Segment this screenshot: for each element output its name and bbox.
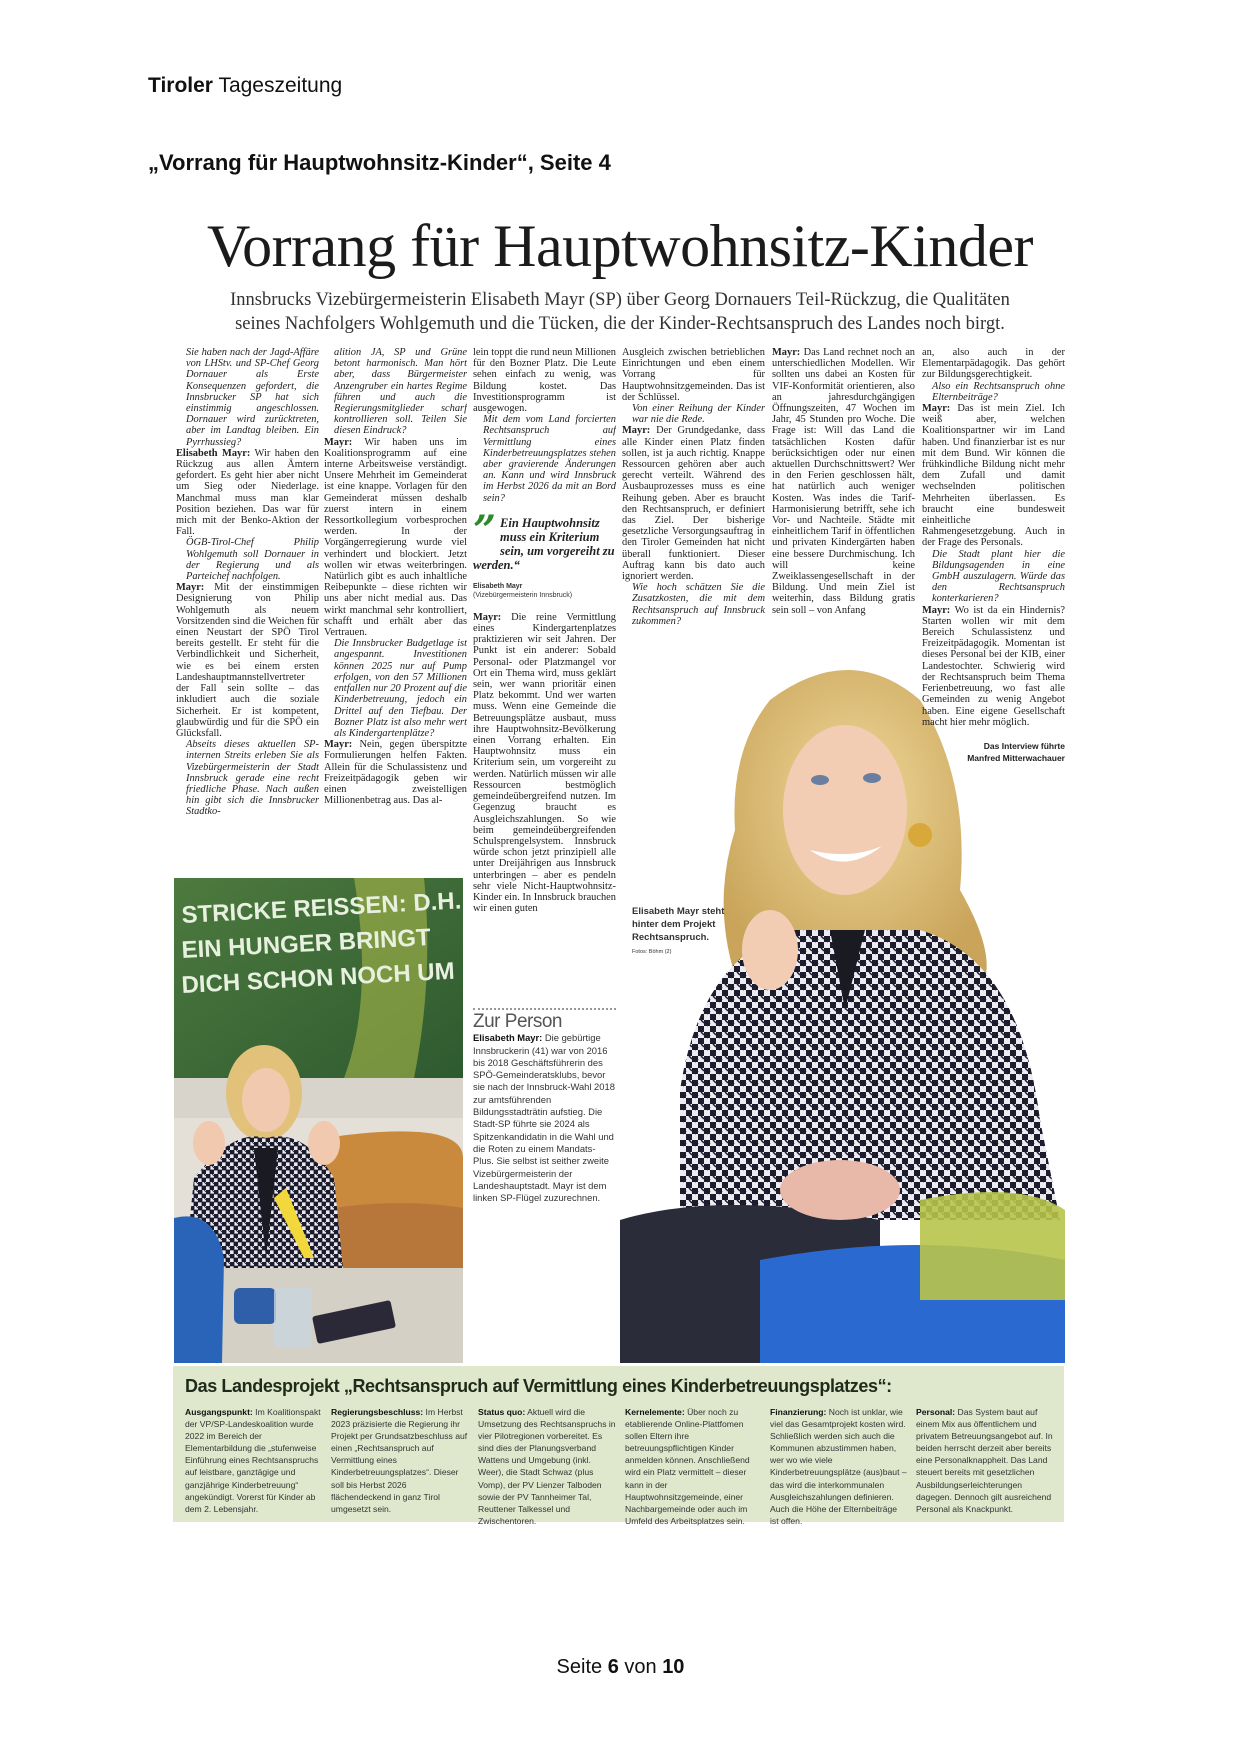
attribution-role: (Vizebürgermeisterin Innsbruck): [473, 591, 573, 599]
credit-line: Manfred Mitterwachauer: [967, 752, 1065, 763]
answer-continued: an, also auch in der Elementarpädagogik. Das gehört zur Bildungsgerechtigkeit.: [922, 347, 1065, 381]
pull-quote: [473, 506, 616, 572]
interview-question: Also ein Rechtsanspruch ohne Elternbeiträge?: [932, 380, 1065, 403]
interview-question: Von einer Reihung der Kinder war nie die Rede.: [632, 403, 765, 426]
interview-question: Die Stadt plant hier die Bildungsagenden in eine GmbH auszulagern. Würde das den Rechtsanspruch konterkarieren?: [932, 548, 1065, 605]
answer-text: Das ist mein Ziel. Ich weiß aber, welchen Koalitionspartner wir im Land haben. Und finanzierbar ist es nur mit dem Bund. Wir können die frühkindliche Bildung nicht mehr dem Zufall und damit wechselnden politischen Mehrheiten überlassen. Es braucht eine bundesweit einheitliche Rahmengesetzgebung. Auch in der Frage des Personals.: [922, 403, 1065, 549]
quote-mark-icon: ”: [473, 506, 497, 554]
zur-person-body: Die gebürtige Innsbruckerin (41) war von 2016 bis 2018 Geschäftsführerin des SPÖ-Gemeinderatsklubs, bevor sie nach der Innsbruck-Wahl 2018 zur amtsführenden Bildungsstadträtin aufstieg. Die Stadt-SP führte sie 2024 als Spitzenkandidatin in die Wahl und die Roten zu einem Mandats-Plus. Sie selbst ist seither zweite Vizebürgermeisterin der Landeshauptstadt. Mayr ist dem linken SP-Flügel zuzurechnen.: [473, 1032, 615, 1204]
attribution-name: Elisabeth Mayr: [473, 582, 523, 590]
publication-name-rest: Tageszeitung: [218, 74, 343, 97]
speaker-name: Mayr:: [622, 425, 651, 437]
answer-continued: lein toppt die rund neun Millionen für den Bozner Platz. Die Leute sehen einfach zu wenig, was Bildung kostet. Das Investitionsprogramm ist ausgewogen.: [473, 347, 616, 415]
info-box-column: [331, 1406, 469, 1515]
footer-page-total: 10: [662, 1656, 685, 1678]
answer-continued: Ausgleich zwischen betrieblichen Einrichtungen und eben einem Vorrang für Hauptwohnsitzgemeinden. Das ist der Schlüssel.: [622, 347, 765, 403]
interview-credit: [922, 740, 1065, 764]
footer-prefix: Seite: [556, 1656, 608, 1678]
answer-text: Mit der einstimmigen Designierung von Philip Wohlgemuth als neuem Vorsitzenden sind die Weichen für einen Neustart der SPÖ Tirol bereits gestellt. Er steht für die Verbindlichkeit und Sicherheit, wie es bei einem ersten Landeshauptmannstellvertreter der Fall sein sollte – das inkludiert auch die soziale Sicherheit. Er ist kompetent, glaubwürdig und für die SPÖ ein Glücksfall.: [176, 582, 319, 739]
article-column: [324, 347, 467, 877]
article-column: [473, 347, 616, 992]
info-box-text: Über noch zu etablierende Online-Plattfomen sollen Eltern ihre betreuungspflichtigen Kinder anmelden können. Anschließend wird ein Platz vermittelt – dieser kann in der Hauptwohnsitzgemeinde, einer Nachbargemeinde oder auch im Umfeld des Arbeitsplatzes sein.: [625, 1407, 750, 1526]
info-box-column: [185, 1406, 323, 1515]
interview-question: alition JA, SP und Grüne betont harmonisch. Man hört aber, dass Bürgermeister Anzengruber ein hartes Regime führen und auch die Regierungsmitglieder scharf kontrollieren soll. Teilen Sie diesen Eindruck?: [334, 347, 467, 437]
photo-interview-sofa: [174, 878, 463, 1363]
pull-quote-attribution: [473, 582, 616, 600]
interview-question: Die Innsbrucker Budgetlage ist angespannt. Investitionen können 2025 nur auf Pump erfolgen, von den 57 Millionen entfallen nur 20 Prozent auf die Kinderbetreuung, jedoch ein Drittel auf den Tiefbau. Der Bozner Platz ist also mehr wert als Kindergartenplätze?: [334, 638, 467, 739]
info-box-column: [916, 1406, 1054, 1515]
interview-answer: [176, 448, 319, 538]
article-headline: Vorrang für Hauptwohnsitz-Kinder: [206, 213, 1034, 279]
speaker-name: Mayr:: [176, 582, 205, 594]
interview-answer: [922, 605, 1065, 728]
publication-name: [148, 74, 342, 98]
article-column: [922, 347, 1065, 827]
speaker-name: Elisabeth Mayr:: [176, 447, 251, 459]
interview-answer: [324, 437, 467, 639]
photo-caption-text: Elisabeth Mayr steht hinter dem Projekt Rechtsanspruch.: [632, 906, 725, 943]
interview-question: Abseits dieses aktuellen SP-internen Streits erleben Sie als Vizebürgermeisterin der Stadt Innsbruck gerade eine recht friedliche Phase. Nach außen hin gibt sich die Innsbrucker Stadtko-: [186, 739, 319, 818]
footer-middle: von: [618, 1656, 663, 1678]
info-box-text: Im Herbst 2023 präzisierte die Regierung ihr Projekt per Grundsatzbeschluss auf einen „Rechtsanspruch auf Vermittlung eines Kinderbetreuungsplatzes“. Dieser soll bis Herbst 2026 flächendeckend in ganz Tirol umgesetzt sein.: [331, 1407, 468, 1514]
answer-text: Wir haben den Rückzug aus allen Ämtern gefordert. Es geht hier aber nicht um Sieg oder Niederlage. Manchmal muss man klar Position beziehen. Das war für mich mit der Benko-Aktion der Fall.: [176, 447, 319, 538]
answer-text: Wir haben uns im Koalitionsprogramm auf eine interne Arbeitsweise verständigt. Unsere Mehrheit im Gemeinderat ist eine knappe. Vorlagen für den Gemeinderat müssen deshalb zuerst intern in einem Ressortkollegium vorbesprochen werden. In der Vorgängerregierung wurde viel verhindert und blockiert. Jetzt wollen wir etwas weiterbringen. Natürlich gibt es auch inhaltliche Reibepunkte – diese richten wir uns aber nicht medial aus. Das wirkt manchmal sehr kontrolliert, schafft und erhält aber das Vertrauen.: [324, 436, 467, 639]
interview-question: Mit dem vom Land forcierten Rechtsanspruch auf Vermittlung eines Kinderbetreuungsplatzes stehen aber gravierende Änderungen an. Kann und wird Innsbruck im Herbst 2026 da mit an Bord sein?: [483, 414, 616, 504]
poster-text-line: STRICKE REISSEN: D.H.: [180, 887, 462, 929]
info-box-text: Im Koalitionspakt der VP/SP-Landeskoalition wurde 2022 im Bereich der Elementarbildung die „stufenweise Einführung eines Rechtsanspruchs auf leistbare, ganztägige und ganzjährige Kinderbetreuung“ angekündigt. Vorerst für Kinder ab dem 2. Lebensjahr.: [185, 1407, 321, 1514]
answer-text: Wo ist da ein Hindernis? Starten wollen wir mit dem Bereich Schulassistenz und Freizeitpädagogik. Momentan ist dieses Personal bei der KIB, einer Landestochter. Schwierig wird der Rechtsanspruch beim Thema Ferienbetreuung, wo fast alle Gemeinden zu wenig Angebot haben. Eine eigene Gesellschaft macht hier mehr möglich.: [922, 604, 1065, 728]
speaker-name: Mayr:: [324, 436, 353, 448]
answer-text: Das Land rechnet noch an unterschiedlichen Modellen. Wir sollten uns dabei an Kosten für VIF-Konformität orientieren, also an jahresdurchgängigen Öffnungszeiten, 47 Wochen im Jahr, 45 Stunden pro Woche. Die Frage ist: Will das Land die tatsächlichen Kosten dafür berücksichtigen oder nur einen aktuellen Durchschnittswert? Wer in den Ferien geschlossen hält, hat natürlich auch weniger Kosten. Was indes die Tarif-Harmonisierung betrifft, sehe ich Vor- und Nachteile. Städte mit einheitlichem Tarif in öffentlichen und privaten Kindergärten haben eine bessere Durchmischung. Ich will keine Zweiklassengesellschaft in der Bildung. Und mein Ziel ist weiterhin, dass Bildung gratis sein soll – von Anfang: [772, 347, 915, 616]
page-footer: [0, 1656, 1241, 1679]
info-box-column: [478, 1406, 616, 1527]
info-box-label: Ausgangspunkt:: [185, 1407, 253, 1417]
article-column: [622, 347, 765, 665]
answer-text: Die reine Vermittlung eines Kindergartenplatzes praktizieren wir seit Jahren. Der Punkt ist ein anderer: Sobald Personal- oder Platzmangel vor Ort ein Thema wird, muss geklärt sein, wer wann prioritär einen Platz bekommt. Und wer warten muss. Wenn eine Gemeinde die Betreuungsplätze ausbaut, muss ihre Hauptwohnsitz-Bevölkerung einen Vorrang erhalten. Ein Hauptwohnsitz muss ein Kriterium sein, um vorgereiht zu werden. Natürlich müssen wir alle Ressourcen bestmöglich gemeindeübergreifend nutzen. Im Gegenzug braucht es Ausgleichszahlungen. So wie beim gemeindeübergreifenden Schulsprengelsystem. Innsbruck würde schon jetzt prinzipiell alle unter Dreijährigen aus Innsbruck unterbringen – aber es pendeln sehr viele Nicht-Hauptwohnsitz-Kinder ein. In Innsbruck brauchen wir einen guten: [473, 611, 616, 915]
photo-illustration: [174, 878, 463, 1363]
info-box-label: Status quo:: [478, 1407, 526, 1417]
article-deck: [170, 288, 1070, 336]
zur-person-title: Zur Person: [473, 1011, 562, 1032]
interview-answer: [473, 612, 616, 914]
article-column: [176, 347, 319, 877]
info-box-text: Das System baut auf einem Mix aus öffentlichem und privatem Betreuungsangebot auf. In beiden herrscht derzeit aber bereits eine Personalknappheit. Das Land steuert bereits mit gesetzlichen Ausbildungserleichterungen dagegen. Dennoch gilt ausreichend Personal als Knackpunkt.: [916, 1407, 1053, 1514]
speaker-name: Mayr:: [324, 739, 353, 751]
zur-person-box: [473, 1008, 616, 1204]
interview-answer: [922, 403, 1065, 549]
poster-text-line: DICH SCHON NOCH UM: [180, 957, 456, 999]
interview-answer: [324, 739, 467, 806]
pull-quote-text: Ein Hauptwohnsitz muss ein Kriterium sein, um vorgereiht zu werden.“: [473, 515, 615, 572]
article-column: [772, 347, 915, 779]
zur-person-text: [473, 1032, 616, 1204]
credit-line: Das Interview führte: [983, 740, 1065, 751]
speaker-name: Mayr:: [922, 604, 951, 616]
deck-line: seines Nachfolgers Wohlgemuth und die Tücken, die der Kinder-Rechtsanspruch des Landes noch birgt.: [235, 314, 1005, 334]
publication-name-bold: Tiroler: [148, 74, 213, 97]
interview-answer: [772, 347, 915, 616]
deck-line: Innsbrucks Vizebürgermeisterin Elisabeth Mayr (SP) über Georg Dornauers Teil-Rückzug, die Qualitäten: [230, 290, 1010, 310]
interview-question: Sie haben nach der Jagd-Affäre von LHStv. und SP-Chef Georg Dornauer als Erste Konsequenzen gefordert, die Innsbrucker SP hat sich einstimmig angeschlossen. Dornauer wird zurücktreten, aber im Landtag bleiben. Ein Pyrrhussieg?: [186, 347, 319, 448]
info-box-label: Finanzierung:: [770, 1407, 827, 1417]
photo-caption: [632, 905, 742, 959]
info-box-label: Kernelemente:: [625, 1407, 685, 1417]
interview-answer: [176, 582, 319, 739]
info-box-column: [625, 1406, 763, 1527]
info-box-label: Regierungsbeschluss:: [331, 1407, 424, 1417]
info-box-title: Das Landesprojekt „Rechtsanspruch auf Vermittlung eines Kinderbetreuungsplatzes“:: [185, 1376, 892, 1396]
interview-question: Wie hoch schätzen Sie die Zusatzkosten, die mit dem Rechtsanspruch auf Innsbruck zukommen?: [632, 582, 765, 627]
info-box-text: Aktuell wird die Umsetzung des Rechtsanspruchs in vier Pilotregionen vorbereitet. Es sind dies der Planungsverband Wattens und Umgebung (inkl. Weer), die Stadt Schwaz (plus Vomp), der PV Lienzer Talboden sowie der PV Tannheimer Tal, Reuttener Talkessel und Zwischentoren.: [478, 1407, 616, 1526]
answer-text: Der Grundgedanke, dass alle Kinder einen Platz finden sollen, ist ja auch richtig. Knappe Ressourcen gehören aber auch gerecht verteilt. Während des Ausbauprozesses muss es eine Reihung geben. Aber es braucht den Rechtsanspruch, er definiert das Ziel. Der bisherige gesetzliche Versorgungsauftrag in den Tiroler Gemeinden hat nicht überall funktioniert. Dieser Auftrag kann bis dato auch ignoriert werden.: [622, 425, 765, 583]
footer-page-number: 6: [607, 1656, 619, 1678]
answer-text: Nein, gegen überspitzte Formulierungen helfen Fakten. Allein für die Schulassistenz und Freizeitpädagogik geben wir einen zweistelligen Millionenbetrag aus. Das al-: [324, 739, 467, 807]
dotted-divider: [473, 1008, 616, 1010]
photo-credit: Fotos: Böhm (2): [632, 949, 672, 955]
speaker-name: Mayr:: [473, 611, 502, 623]
info-box-column: [770, 1406, 908, 1527]
info-box-text: Noch ist unklar, wie viel das Gesamtprojekt kosten wird. Schließlich werden sich auch die Kommunen abzustimmen haben, wer wo wie viele Kinderbetreuungsplätze (aus)baut – das wird die interkommunalen Ausgleichszahlungen definieren. Auch die Höhe der Elternbeiträge ist offen.: [770, 1407, 907, 1526]
interview-question: ÖGB-Tirol-Chef Philip Wohlgemuth soll Dornauer in der Regierung und als Parteichef nachfolgen.: [186, 537, 319, 583]
speaker-name: Mayr:: [922, 403, 951, 415]
poster-text-line: EIN HUNGER BRINGT: [180, 923, 432, 964]
info-box-label: Personal:: [916, 1407, 956, 1417]
zur-person-name: Elisabeth Mayr:: [473, 1032, 543, 1044]
interview-answer: [622, 425, 765, 582]
clip-title: „Vorrang für Hauptwohnsitz-Kinder“, Seite 4: [148, 150, 611, 175]
info-box-landesprojekt: [173, 1366, 1064, 1526]
speaker-name: Mayr:: [772, 347, 801, 358]
